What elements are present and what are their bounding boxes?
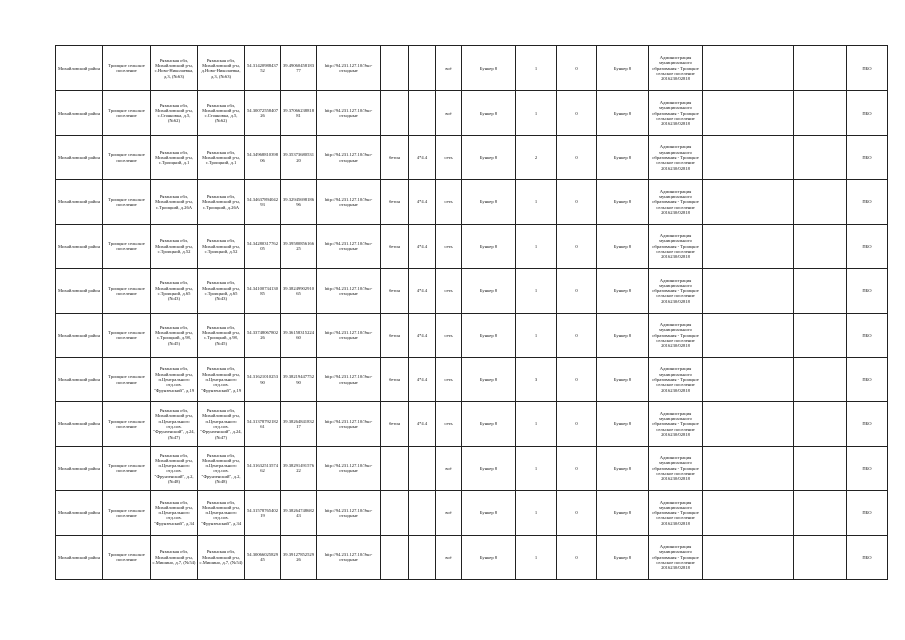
cell-latitude: 54.3374806780226 — [245, 313, 281, 357]
cell-surface: бетон — [381, 357, 409, 401]
cell-fence: всё — [436, 91, 462, 135]
cell-fence: всё — [436, 446, 462, 490]
cell-district: Михайловский район — [56, 135, 103, 179]
cell-latitude: 54.3428031776205 — [245, 224, 281, 268]
cell-settlement: Троицкое сельское поселение — [103, 224, 151, 268]
cell-link: http://94.231.127.10/Эко-отходные — [317, 46, 381, 91]
cell-address: Рязанская обл, Михайловский р-н, с.Троицкий, д.98, (№45) — [151, 313, 198, 357]
cell-settlement: Троицкое сельское поселение — [103, 446, 151, 490]
cell-blank-1 — [703, 357, 794, 401]
cell-blank-1 — [703, 180, 794, 224]
cell-surface: бетон — [381, 269, 409, 313]
cell-blank-1 — [703, 535, 794, 579]
cell-area — [409, 446, 436, 490]
cell-longitude: 39.3826474868243 — [281, 491, 317, 535]
cell-container-extra: 0 — [557, 357, 597, 401]
cell-container-extra: 0 — [557, 446, 597, 490]
cell-owner: Администрация муниципального образования - Троицкое сельское поселение 2016230/02818 — [649, 535, 703, 579]
cell-owner: Администрация муниципального образования - Троицкое сельское поселение 2016230/02818 — [649, 269, 703, 313]
cell-link: http://94.231.127.10/Эко-отходные — [317, 269, 381, 313]
cell-settlement: Троицкое сельское поселение — [103, 46, 151, 91]
cell-longitude: 39.3294569818696 — [281, 180, 317, 224]
cell-district: Михайловский район — [56, 269, 103, 313]
cell-settlement: Троицкое сельское поселение — [103, 91, 151, 135]
cell-longitude: 39.3537368053120 — [281, 135, 317, 179]
cell-fence: всё — [436, 535, 462, 579]
cell-address: Рязанская обл, Михайловский р-н, с.Троицкий, д.1 — [151, 135, 198, 179]
cell-address: Рязанская обл, Михайловский р-н, с.Ново-Николаевка, д.3, (№63) — [151, 46, 198, 91]
cell-owner: Администрация муниципального образования - Троицкое сельское поселение 2016230/02818 — [649, 224, 703, 268]
cell-blank-2 — [794, 357, 847, 401]
cell-container-extra: 0 — [557, 46, 597, 91]
cell-longitude: 39.3821944775290 — [281, 357, 317, 401]
table-row — [56, 491, 888, 535]
cell-container-type: Бункер 8 — [462, 91, 516, 135]
cell-latitude: 54.3157876540219 — [245, 491, 281, 535]
cell-longitude: 39.3826484183217 — [281, 402, 317, 446]
cell-container-type: Бункер 8 — [462, 402, 516, 446]
cell-container-extra: 0 — [557, 91, 597, 135]
cell-bunker: Бункер 8 — [597, 446, 649, 490]
cell-location: Рязанская обл, Михайловский р-н, с.Троицкий, д.1 — [198, 135, 245, 179]
cell-blank-1 — [703, 446, 794, 490]
cell-address: Рязанская обл, Михайловский р-н, с.Троицкий, д.52 — [151, 224, 198, 268]
table-row — [56, 402, 888, 446]
cell-waste-type: ПБО — [847, 402, 888, 446]
cell-longitude: 39.3706623881881 — [281, 91, 317, 135]
cell-area — [409, 491, 436, 535]
cell-link: http://94.231.127.10/Эко-отходные — [317, 402, 381, 446]
cell-bunker: Бункер 8 — [597, 135, 649, 179]
cell-blank-2 — [794, 402, 847, 446]
table-row — [56, 269, 888, 313]
cell-address: Рязанская обл, Михайловский р-н, с.Стояновка, д.5, (№62) — [151, 91, 198, 135]
cell-area: 4*4.4 — [409, 313, 436, 357]
cell-district: Михайловский район — [56, 402, 103, 446]
cell-blank-2 — [794, 224, 847, 268]
cell-waste-type: ПБО — [847, 269, 888, 313]
cell-district: Михайловский район — [56, 491, 103, 535]
cell-district: Михайловский район — [56, 180, 103, 224]
cell-container-count: 2 — [516, 135, 557, 179]
cell-blank-2 — [794, 446, 847, 490]
cell-blank-1 — [703, 402, 794, 446]
cell-container-extra: 0 — [557, 313, 597, 357]
cell-blank-1 — [703, 269, 794, 313]
cell-link: http://94.231.127.10/Эко-отходные — [317, 446, 381, 490]
cell-fence: сеть — [436, 224, 462, 268]
cell-blank-2 — [794, 46, 847, 91]
cell-location: Рязанская обл, Михайловский р-н, с.Троицкий, д.52 — [198, 224, 245, 268]
cell-location: Рязанская обл, Михайловский р-н, с.Троицкий, д.26А — [198, 180, 245, 224]
cell-fence: сеть — [436, 269, 462, 313]
cell-waste-type: ПБО — [847, 313, 888, 357]
cell-fence: сеть — [436, 135, 462, 179]
cell-container-count: 1 — [516, 91, 557, 135]
cell-container-type: Бункер 8 — [462, 535, 516, 579]
cell-blank-1 — [703, 491, 794, 535]
cell-owner: Администрация муниципального образования - Троицкое сельское поселение 2016230/02818 — [649, 402, 703, 446]
cell-link: http://94.231.127.10/Эко-отходные — [317, 180, 381, 224]
cell-waste-type: ПБО — [847, 224, 888, 268]
cell-bunker: Бункер 8 — [597, 269, 649, 313]
cell-waste-type: ПБО — [847, 535, 888, 579]
cell-container-count: 1 — [516, 269, 557, 313]
cell-owner: Администрация муниципального образования - Троицкое сельское поселение 2016230/02818 — [649, 357, 703, 401]
cell-latitude: 54.3137879218261 — [245, 402, 281, 446]
cell-waste-type: ПБО — [847, 91, 888, 135]
table-row — [56, 135, 888, 179]
cell-surface: бетон — [381, 224, 409, 268]
cell-longitude: 39.3958085616625 — [281, 224, 317, 268]
cell-district: Михайловский район — [56, 313, 103, 357]
cell-surface — [381, 535, 409, 579]
cell-location: Рязанская обл, Михайловский р-н, с.Стояновка, д.5, (№62) — [198, 91, 245, 135]
cell-area — [409, 535, 436, 579]
cell-container-count: 3 — [516, 357, 557, 401]
cell-surface: бетон — [381, 402, 409, 446]
cell-link: http://94.231.127.10/Эко-отходные — [317, 491, 381, 535]
cell-fence: сеть — [436, 402, 462, 446]
cell-area: 4*4.4 — [409, 135, 436, 179]
cell-waste-type: ПБО — [847, 357, 888, 401]
cell-longitude: 39.3615831522460 — [281, 313, 317, 357]
cell-surface: бетон — [381, 313, 409, 357]
cell-longitude: 39.3912785252926 — [281, 535, 317, 579]
cell-blank-1 — [703, 224, 794, 268]
cell-link: http://94.231.127.10/Эко-отходные — [317, 313, 381, 357]
cell-surface — [381, 446, 409, 490]
cell-bunker: Бункер 8 — [597, 224, 649, 268]
cell-location: Рязанская обл, Михайловский р-н, с.Мишино, д.7, (№54) — [198, 535, 245, 579]
cell-longitude: 39.3824990291065 — [281, 269, 317, 313]
cell-area: 4*4.4 — [409, 224, 436, 268]
table-row — [56, 535, 888, 579]
cell-owner: Администрация муниципального образования - Троицкое сельское поселение 2016230/02818 — [649, 180, 703, 224]
cell-container-count: 1 — [516, 180, 557, 224]
table-row — [56, 46, 888, 91]
cell-address: Рязанская обл, Михайловский р-н, с.Мишино, д.7, (№54) — [151, 535, 198, 579]
cell-settlement: Троицкое сельское поселение — [103, 269, 151, 313]
cell-container-count: 1 — [516, 46, 557, 91]
cell-latitude: 54.3463789404293 — [245, 180, 281, 224]
cell-area — [409, 91, 436, 135]
cell-container-extra: 0 — [557, 402, 597, 446]
table-row — [56, 446, 888, 490]
cell-surface — [381, 491, 409, 535]
cell-bunker: Бункер 8 — [597, 402, 649, 446]
cell-latitude: 54.3410073413085 — [245, 269, 281, 313]
cell-area: 4*4.4 — [409, 180, 436, 224]
cell-district: Михайловский район — [56, 224, 103, 268]
registry-table — [55, 45, 888, 580]
cell-bunker: Бункер 8 — [597, 535, 649, 579]
cell-settlement: Троицкое сельское поселение — [103, 402, 151, 446]
cell-container-type: Бункер 8 — [462, 313, 516, 357]
cell-address: Рязанская обл, Михайловский р-н, с.Троицкий, д.26А — [151, 180, 198, 224]
cell-waste-type: ПБО — [847, 446, 888, 490]
cell-location: Рязанская обл, Михайловский р-н, п.Центрального отд.сов. "Фрунзенский", д.2, (№48) — [198, 446, 245, 490]
cell-waste-type: ПБО — [847, 180, 888, 224]
cell-latitude: 54.3142098843752 — [245, 46, 281, 91]
cell-location: Рязанская обл, Михайловский р-н, п.Центрального отд.сов. "Фрунзенский", д.19 — [198, 357, 245, 401]
cell-fence: сеть — [436, 313, 462, 357]
cell-bunker: Бункер 8 — [597, 357, 649, 401]
cell-surface — [381, 46, 409, 91]
cell-fence: всё — [436, 46, 462, 91]
cell-longitude: 39.3829149157622 — [281, 446, 317, 490]
cell-container-extra: 0 — [557, 224, 597, 268]
cell-blank-2 — [794, 180, 847, 224]
cell-location: Рязанская обл, Михайловский р-н, п.Центрального отд.сов. "Фрунзенский", д.34 — [198, 491, 245, 535]
cell-address: Рязанская обл, Михайловский р-н, п.Центрального отд.сов. "Фрунзенский", д.34 — [151, 491, 198, 535]
cell-waste-type: ПБО — [847, 46, 888, 91]
cell-blank-1 — [703, 135, 794, 179]
cell-blank-1 — [703, 91, 794, 135]
cell-waste-type: ПБО — [847, 135, 888, 179]
cell-area — [409, 46, 436, 91]
cell-blank-2 — [794, 535, 847, 579]
cell-owner: Администрация муниципального образования - Троицкое сельское поселение 2016230/02818 — [649, 46, 703, 91]
cell-fence: сеть — [436, 180, 462, 224]
cell-area: 4*4.4 — [409, 269, 436, 313]
cell-location: Рязанская обл, Михайловский р-н, с.Троицкий, д.98, (№45) — [198, 313, 245, 357]
cell-owner: Администрация муниципального образования - Троицкое сельское поселение 2016230/02818 — [649, 91, 703, 135]
cell-owner: Администрация муниципального образования - Троицкое сельское поселение 2016230/02818 — [649, 446, 703, 490]
cell-waste-type: ПБО — [847, 491, 888, 535]
cell-blank-2 — [794, 91, 847, 135]
cell-bunker: Бункер 8 — [597, 180, 649, 224]
cell-link: http://94.231.127.10/Эко-отходные — [317, 535, 381, 579]
cell-container-count: 1 — [516, 313, 557, 357]
cell-surface: бетон — [381, 180, 409, 224]
cell-container-type: Бункер 8 — [462, 135, 516, 179]
cell-settlement: Троицкое сельское поселение — [103, 535, 151, 579]
cell-latitude: 54.3006602582945 — [245, 535, 281, 579]
cell-latitude: 54.3162101025390 — [245, 357, 281, 401]
cell-container-extra: 0 — [557, 491, 597, 535]
cell-location: Рязанская обл, Михайловский р-н, д.Ново-Николаевка, д.3, (№63) — [198, 46, 245, 91]
cell-settlement: Троицкое сельское поселение — [103, 357, 151, 401]
cell-area: 4*4.4 — [409, 357, 436, 401]
cell-latitude: 54.3496881039806 — [245, 135, 281, 179]
cell-container-type: Бункер 8 — [462, 491, 516, 535]
cell-address: Рязанская обл, Михайловский р-н, п.Центрального отд.сов. "Фрунзенский", д.24, (№47) — [151, 402, 198, 446]
cell-link: http://94.231.127.10/Эко-отходные — [317, 91, 381, 135]
cell-settlement: Троицкое сельское поселение — [103, 313, 151, 357]
cell-location: Рязанская обл, Михайловский р-н, с.Троицкий, д.65 (№43) — [198, 269, 245, 313]
cell-container-type: Бункер 8 — [462, 269, 516, 313]
cell-owner: Администрация муниципального образования - Троицкое сельское поселение 2016230/02818 — [649, 491, 703, 535]
cell-link: http://94.231.127.10/Эко-отходные — [317, 357, 381, 401]
cell-district: Михайловский район — [56, 446, 103, 490]
cell-longitude: 39.4906045818377 — [281, 46, 317, 91]
cell-container-count: 1 — [516, 491, 557, 535]
cell-link: http://94.231.127.10/Эко-отходные — [317, 135, 381, 179]
cell-container-count: 1 — [516, 224, 557, 268]
table-row — [56, 224, 888, 268]
cell-container-extra: 0 — [557, 269, 597, 313]
cell-container-extra: 0 — [557, 135, 597, 179]
cell-blank-2 — [794, 135, 847, 179]
cell-container-count: 1 — [516, 402, 557, 446]
cell-container-type: Бункер 8 — [462, 446, 516, 490]
cell-link: http://94.231.127.10/Эко-отходные — [317, 224, 381, 268]
cell-settlement: Троицкое сельское поселение — [103, 135, 151, 179]
cell-latitude: 54.3007255840726 — [245, 91, 281, 135]
cell-bunker: Бункер 8 — [597, 491, 649, 535]
table-row — [56, 357, 888, 401]
cell-blank-1 — [703, 46, 794, 91]
cell-district: Михайловский район — [56, 357, 103, 401]
table-row — [56, 91, 888, 135]
cell-owner: Администрация муниципального образования - Троицкое сельское поселение 2016230/02818 — [649, 135, 703, 179]
cell-fence: всё — [436, 491, 462, 535]
cell-container-extra: 0 — [557, 535, 597, 579]
cell-area: 4*4.4 — [409, 402, 436, 446]
cell-fence: сеть — [436, 357, 462, 401]
cell-surface: бетон — [381, 135, 409, 179]
cell-container-type: Бункер 8 — [462, 180, 516, 224]
cell-settlement: Троицкое сельское поселение — [103, 180, 151, 224]
cell-container-type: Бункер 8 — [462, 357, 516, 401]
cell-blank-1 — [703, 313, 794, 357]
table-row — [56, 313, 888, 357]
cell-address: Рязанская обл, Михайловский р-н, п.Центрального отд.сов. "Фрунзенский", д.2, (№48) — [151, 446, 198, 490]
cell-address: Рязанская обл, Михайловский р-н, с.Троицкий, д.65 (№43) — [151, 269, 198, 313]
cell-bunker: Бункер 8 — [597, 313, 649, 357]
cell-container-type: Бункер 8 — [462, 46, 516, 91]
cell-bunker: Бункер 8 — [597, 91, 649, 135]
cell-address: Рязанская обл, Михайловский р-н, п.Центрального отд.сов. "Фрунзенский", д.19 — [151, 357, 198, 401]
cell-container-count: 1 — [516, 535, 557, 579]
cell-bunker: Бункер 8 — [597, 46, 649, 91]
cell-blank-2 — [794, 313, 847, 357]
cell-container-extra: 0 — [557, 180, 597, 224]
cell-latitude: 54.3163251357462 — [245, 446, 281, 490]
table-row — [56, 180, 888, 224]
cell-district: Михайловский район — [56, 535, 103, 579]
cell-owner: Администрация муниципального образования - Троицкое сельское поселение 2016230/02818 — [649, 313, 703, 357]
cell-container-count: 1 — [516, 446, 557, 490]
cell-container-type: Бункер 8 — [462, 224, 516, 268]
cell-location: Рязанская обл, Михайловский р-н, п.Центрального отд.сов. "Фрунзенский", д.24, (№47) — [198, 402, 245, 446]
cell-district: Михайловский район — [56, 91, 103, 135]
cell-surface — [381, 91, 409, 135]
cell-district: Михайловский район — [56, 46, 103, 91]
cell-blank-2 — [794, 269, 847, 313]
cell-blank-2 — [794, 491, 847, 535]
cell-settlement: Троицкое сельское поселение — [103, 491, 151, 535]
